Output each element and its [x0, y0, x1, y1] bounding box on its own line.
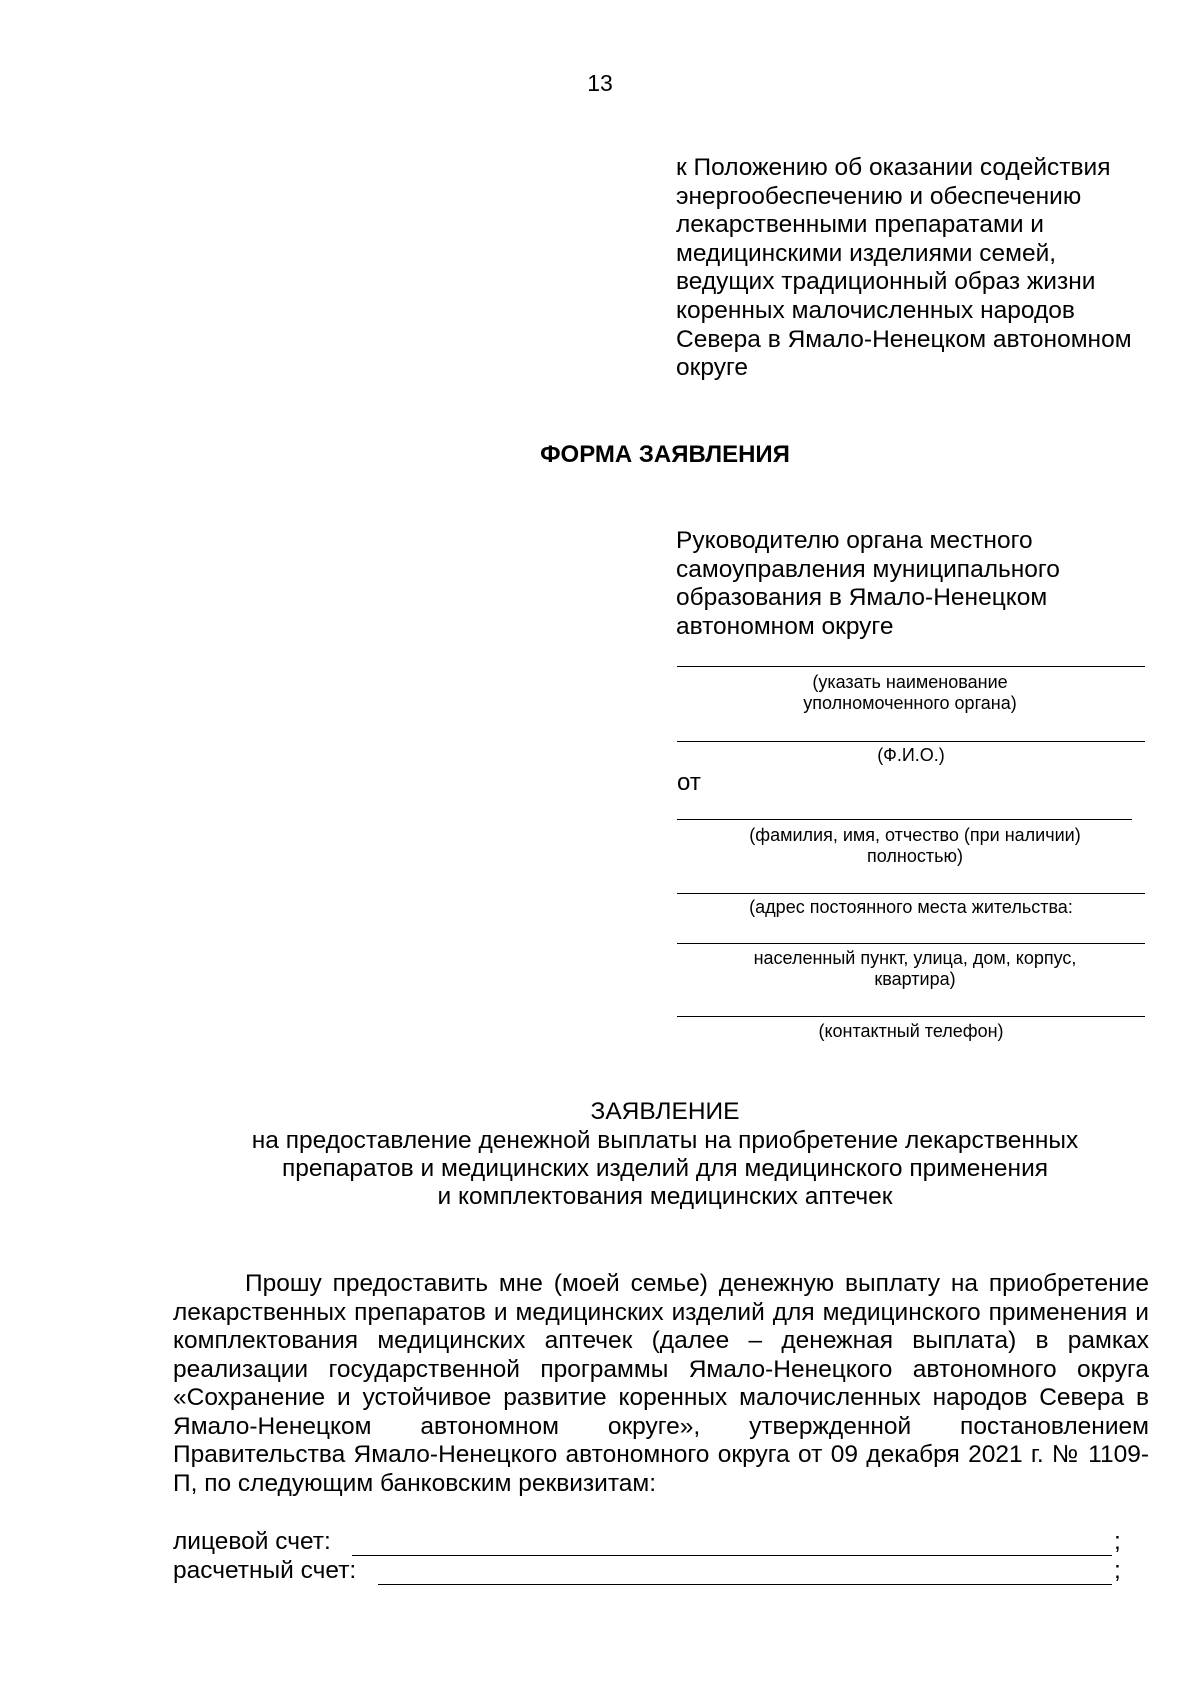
personal-account-field[interactable]: [352, 1555, 1112, 1556]
statement-body-paragraph: Прошу предоставить мне (моей семье) денежную выплату на приобретение лекарственных препаратов и медицинских изделий для медицинского применения и комплектования медицинских аптечек (далее – денежная выплата) в рамках реализации государственной программы Ямало-Ненецкого автономного округа «Сохранение и устойчивое развитие коренных малочисленных народов Севера в Ямало-Ненецком автономном округе», утвержденной постановлением Правительства Ямало-Ненецкого автономного округа от 09 декабря 2021 г. № 1109-П, по следующим банковским реквизитам:: [173, 1270, 1149, 1497]
personal-account-label: лицевой счет:: [173, 1528, 331, 1555]
official-fio-caption: (Ф.И.О.): [877, 745, 945, 765]
applicant-name-caption: (фамилия, имя, отчество (при наличии) полностью): [749, 825, 1081, 866]
address-caption-2: населенный пункт, улица, дом, корпус, квартира): [753, 948, 1077, 989]
address-caption-1: (адрес постоянного места жительства:: [749, 897, 1073, 917]
official-fio-line[interactable]: [677, 741, 1145, 742]
settlement-account-field[interactable]: [378, 1584, 1112, 1585]
personal-account-end: ;: [1114, 1528, 1121, 1555]
address-line-1[interactable]: [677, 893, 1145, 894]
statement-title: ЗАЯВЛЕНИЕ: [590, 1098, 740, 1125]
addressee-block: Руководителю органа местного самоуправления муниципального образования в Ямало-Ненецком автономном округе: [676, 527, 1060, 640]
form-title: ФОРМА ЗАЯВЛЕНИЯ: [540, 441, 790, 468]
statement-subtitle-line-3: и комплектования медицинских аптечек: [437, 1183, 893, 1210]
appendix-reference: к Положению об оказании содействия энергообеспечению и обеспечению лекарственными препаратами и медицинскими изделиями семей, ведущих традиционный образ жизни коренных малочисленных народов Севера в Ямало-Ненецком автономном округе: [676, 154, 1132, 382]
page-number: 13: [587, 70, 613, 96]
authority-name-line[interactable]: [677, 666, 1145, 667]
authority-name-caption: (указать наименование уполномоченного органа): [803, 672, 1017, 713]
statement-body: [173, 1270, 1149, 1498]
from-label: от: [677, 769, 701, 796]
statement-subtitle-line-2: препаратов и медицинских изделий для медицинского применения: [281, 1155, 1049, 1182]
address-line-2[interactable]: [677, 943, 1145, 944]
statement-subtitle-line-1: на предоставление денежной выплаты на приобретение лекарственных: [251, 1127, 1079, 1154]
phone-line[interactable]: [677, 1016, 1145, 1017]
settlement-account-label: расчетный счет:: [173, 1557, 357, 1584]
settlement-account-end: ;: [1114, 1557, 1121, 1584]
phone-caption: (контактный телефон): [818, 1021, 1004, 1041]
applicant-name-line[interactable]: [677, 819, 1132, 820]
